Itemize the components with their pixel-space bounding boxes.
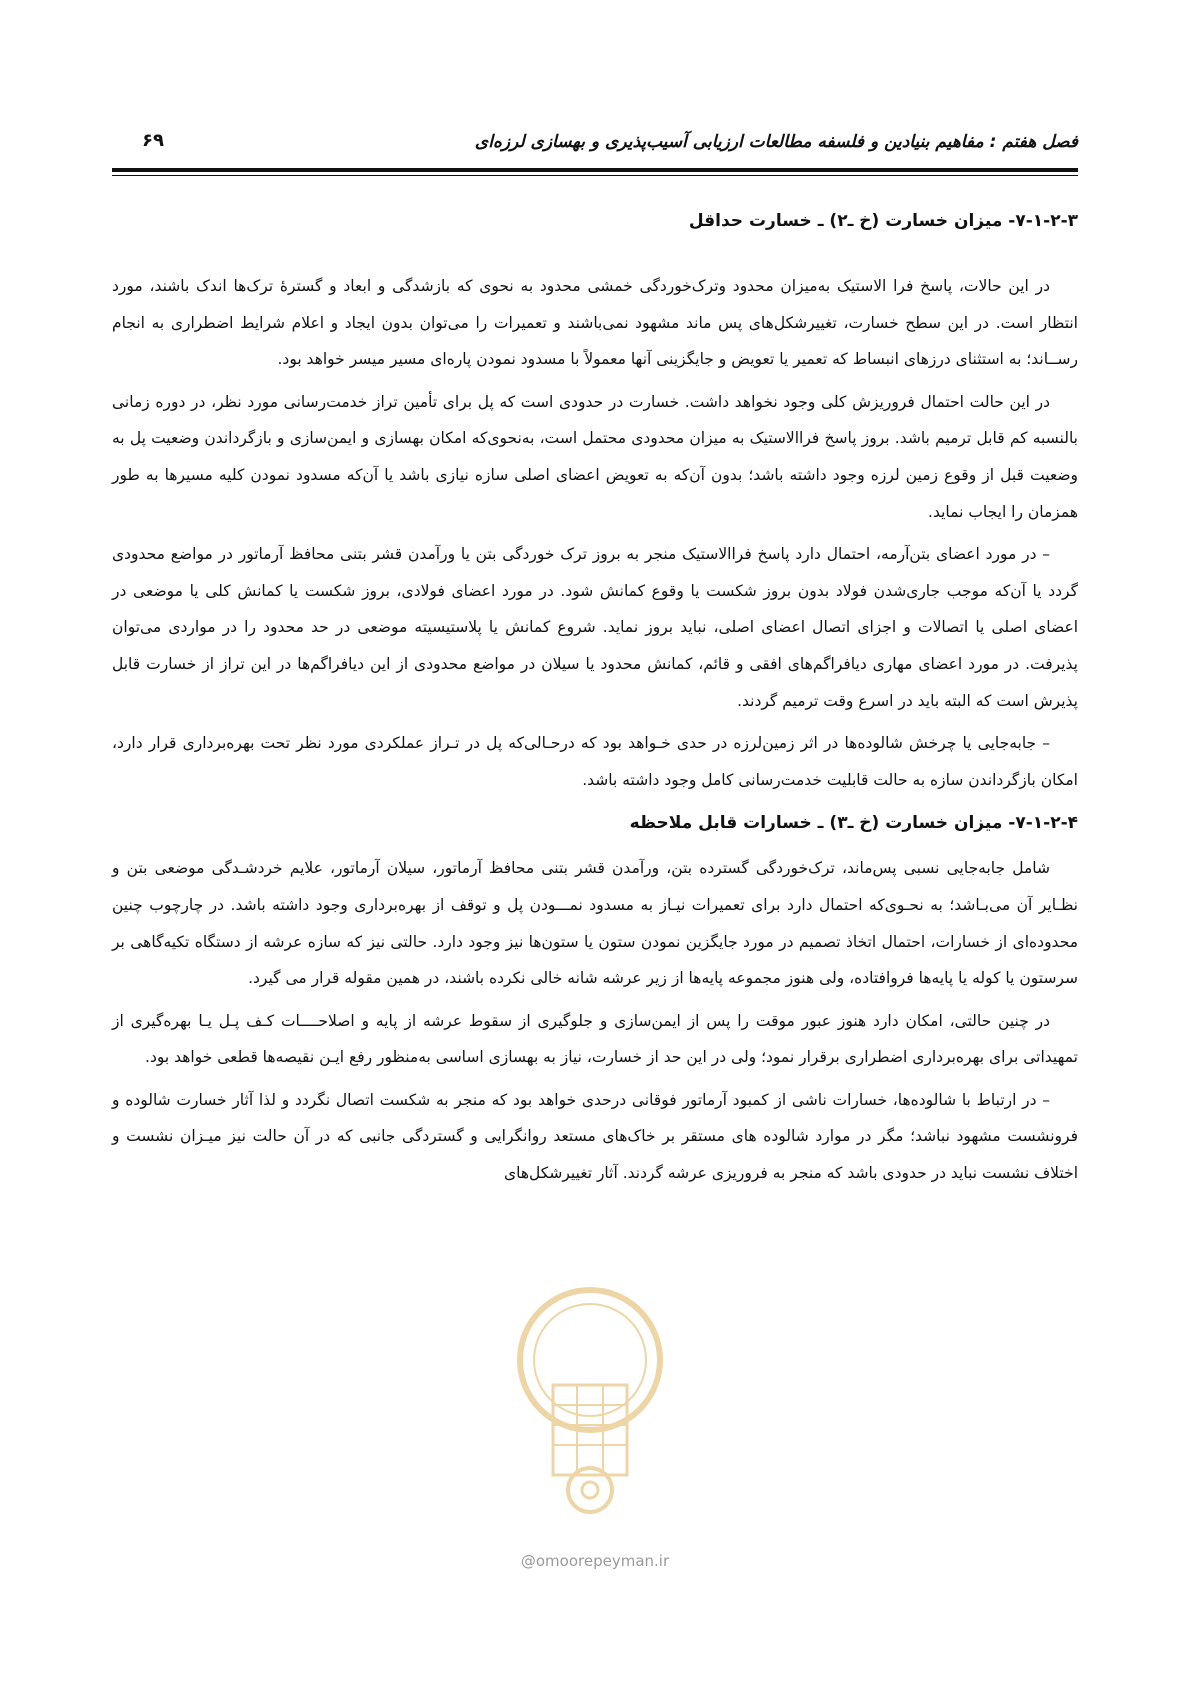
watermark-logo-icon <box>505 1275 675 1525</box>
paragraph: در این حالات، پاسخ فرا الاستیک به‌میزان محدود وترک‌خوردگی خمشی محدود به نحوی که بازشدگی و ابعاد و گسترهٔ ترک‌ها اندک باشند، مورد انتظار است. در این سطح خسارت، تغییرشکل‌های پس ماند مشهود نمی‌باشند و تعمیرات را می‌توان بدون ایجاد و اعلام شرایط اضطراری به انجام رســاند؛ به استثنای درزهای انبساط که تعمیر یا تعویض و جایگزینی آنها معمولاً با مسدود نمودن پاره‌ای مسیر میسر خواهد بود. <box>112 277 1078 369</box>
paragraph: در چنین حالتی، امکان دارد هنوز عبور موقت را پس از ایمن‌سازی و جلوگیری از سقوط عرشه از پایه و اصلاحــــات کـف پـل یـا بهره‌گیری از تمهیداتی برای بهره‌برداری اضطراری برقرار نمود؛ ولی در این حد از خسارت، نیاز به بهسازی اساسی به‌منظور رفع ایـن نقیصه‌ها قطعی خواهد بود. <box>112 1011 1078 1067</box>
paragraph: شامل جابه‌جایی نسبی پس‌ماند، ترک‌خوردگی گسترده بتن، ورآمدن قشر بتنی محافظ آرماتور، سیلان آرماتور، علایم خردشـدگی موضعی بتن و نظـایر آن می‌بـاشد؛ به نحـوی‌که احتمال دارد برای تعمیرات نیـاز به مسدود نمـــودن پل و توقف از بهره‌برداری وجود داشته باشد. در چارچوب چنین محدوده‌ای از خسارات، احتمال اتخاذ تصمیم در مورد جایگزین نمودن ستون یا ستون‌ها نیز وجود دارد. حالتی نیز که سازه عرشه از دستگاه تکیه‌گاهی بر سرستون یا کوله یا پایه‌ها فروافتاده، ولی هنوز مجموعه پایه‌ها از زیر عرشه شانه خالی نکرده باشند، در همین مقوله قرار می گیرد. <box>112 859 1078 988</box>
header-rule-thick <box>112 168 1078 172</box>
footer-url: @omoorepeyman.ir <box>520 1552 670 1570</box>
paragraph: در این حالت احتمال فروریزش کلی وجود نخواهد داشت. خسارت در حدودی است که پل برای تأمین تراز خدمت‌رسانی مورد نظر، در دوره زمانی بالنسبه کم قابل ترمیم باشد. بروز پاسخ فراالاستیک به میزان محدودی محتمل است، به‌نحوی‌که امکان بهسازی و ایمن‌سازی و بازگرداندن وضعیت پل به وضعیت قبل از وقوع زمین لرزه وجود داشته باشد؛ بدون آن‌که به تعویض اعضای اصلی سازه نیازی باشد یا آن‌که مسدود نمودن کلیه مسیرها به طور همزمان را ایجاب نماید. <box>112 392 1078 521</box>
bullet-item: – در ارتباط با شالوده‌ها، خسارات ناشی از کمبود آرماتور فوقانی درحدی خواهد بود که منجر به شکست اتصال نگردد و لذا آثار خسارت شالوده و فرونشست مشهود نباشد؛ مگر در موارد شالوده های مستقر بر خاک‌های مستعد روانگرایی و گستردگی جانبی که در آن حالت نیز میـزان نشست و اختلاف نشست نباید در حدودی باشد که منجر به فروریزی عرشه گردند. آثار تغییرشکل‌های <box>112 1090 1078 1183</box>
header-rule-thin <box>112 175 1078 176</box>
running-header <box>112 128 1078 162</box>
page-body <box>112 208 1078 1198</box>
footer-url-text: omoorepeyman.ir <box>535 1552 670 1570</box>
page-number: ۶۹ <box>142 130 164 151</box>
bullet-item: – در مورد اعضای بتن‌آرمه، احتمال دارد پاسخ فراالاستیک منجر به بروز ترک خوردگی بتن یا ورآمدن قشر بتنی محافظ آرماتور در مواضع محدودی گردد یا آن‌که موجب جاری‌شدن فولاد بدون بروز شکست یا وقوع کمانش شود. در مورد اعضای فولادی، بروز شکست یا کمانش کلی یا موضعی در اعضای اصلی یا اتصالات و اجزای اتصال اعضای اصلی، نباید بروز نماید. شروع کمانش یا پلاستیسیته موضعی در حد محدود را در مواردی می‌توان پذیرفت. در مورد اعضای مهاری دیافراگم‌های افقی و قائم، کمانش محدود یا سیلان در مواضع محدودی از این دیافراگم‌ها در این تراز از خسارت قابل پذیرش است که البته باید در اسرع وقت ترمیم گردند. <box>112 545 1078 710</box>
section-heading-minimal-damage: ۷-۱-۲-۳- میزان خسارت (خ ـ۲) ـ خسارت حداقل <box>688 211 1078 231</box>
bullet-item: – جابه‌جایی یا چرخش شالوده‌ها در اثر زمین‌لرزه در حدی خـواهد بود که درحـالی‌که پل در تـراز عملکردی مورد نظر تحت بهره‌برداری قرار دارد، امکان بازگرداندن سازه به حالت قابلیت خدمت‌رسانی کامل وجود داشته باشد. <box>112 734 1078 789</box>
chapter-title: فصل هفتم : مفاهیم بنیادین و فلسفه مطالعات ارزیابی آسیب‌پذیری و بهسازی لرزه‌ای <box>474 132 1078 152</box>
section-heading-significant-damage: ۷-۱-۲-۴- میزان خسارت (خ ـ۳) ـ خسارات قابل ملاحظه <box>629 813 1078 834</box>
